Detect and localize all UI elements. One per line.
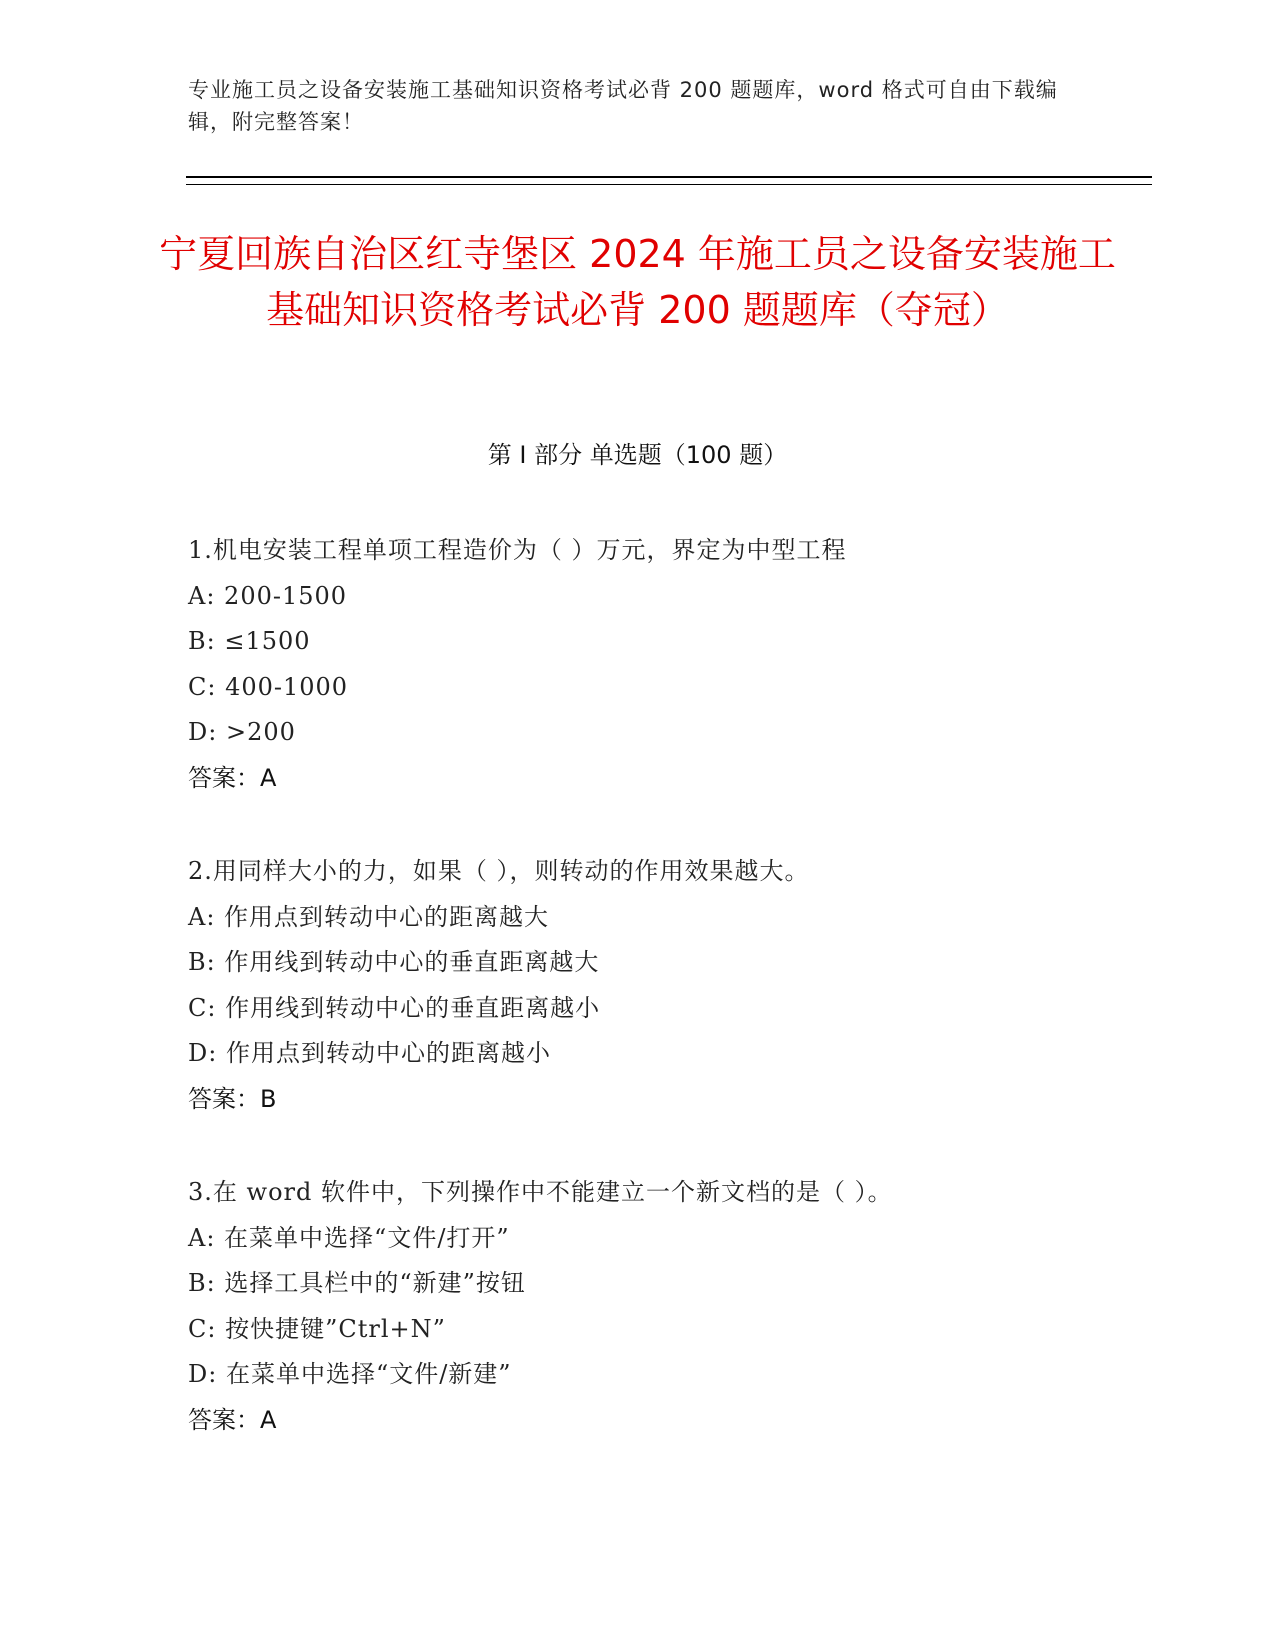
- option-b: B: 选择工具栏中的“新建”按钮: [188, 1269, 526, 1297]
- option-a: A: 200-1500: [188, 581, 348, 610]
- option-c: C: 按快捷键”Ctrl+N”: [188, 1314, 446, 1343]
- option-c: C: 作用线到转动中心的垂直距离越小: [188, 993, 601, 1022]
- document-title: 宁夏回族自治区红寺堡区 2024 年施工员之设备安装施工基础知识资格考试必背 200 题题库（夺冠）: [159, 232, 1116, 332]
- option-d: D: >200: [188, 718, 296, 746]
- question-stem: 1.机电安装工程单项工程造价为（ ）万元，界定为中型工程: [188, 536, 847, 564]
- header-note: 专业施工员之设备安装施工基础知识资格考试必背 200 题题库，word 格式可自由下载编辑，附完整答案！: [188, 78, 1058, 134]
- answer: 答案：A: [188, 1405, 277, 1434]
- header-rule-thick: [186, 176, 1152, 178]
- option-b: B: 作用线到转动中心的垂直距离越大: [188, 948, 600, 976]
- option-c: C: 400-1000: [188, 672, 349, 701]
- question-stem: 2.用同样大小的力，如果（ ），则转动的作用效果越大。: [188, 857, 810, 885]
- answer: 答案：A: [188, 763, 277, 792]
- question-stem: 3.在 word 软件中，下列操作中不能建立一个新文档的是（ ）。: [188, 1178, 893, 1206]
- question-3: [188, 1170, 1138, 1443]
- section-title: 第 I 部分 单选题（100 题）: [487, 441, 788, 469]
- option-b: B: ≤1500: [188, 627, 311, 655]
- answer: 答案：B: [188, 1084, 277, 1113]
- option-d: D: 在菜单中选择“文件/新建”: [188, 1360, 512, 1388]
- question-list: [188, 528, 1138, 1491]
- option-a: A: 作用点到转动中心的距离越大: [188, 902, 550, 931]
- header-rule-thin: [186, 184, 1152, 185]
- question-1: [188, 528, 1138, 801]
- option-a: A: 在菜单中选择“文件/打开”: [188, 1223, 510, 1252]
- option-d: D: 作用点到转动中心的距离越小: [188, 1039, 551, 1067]
- question-2: [188, 849, 1138, 1122]
